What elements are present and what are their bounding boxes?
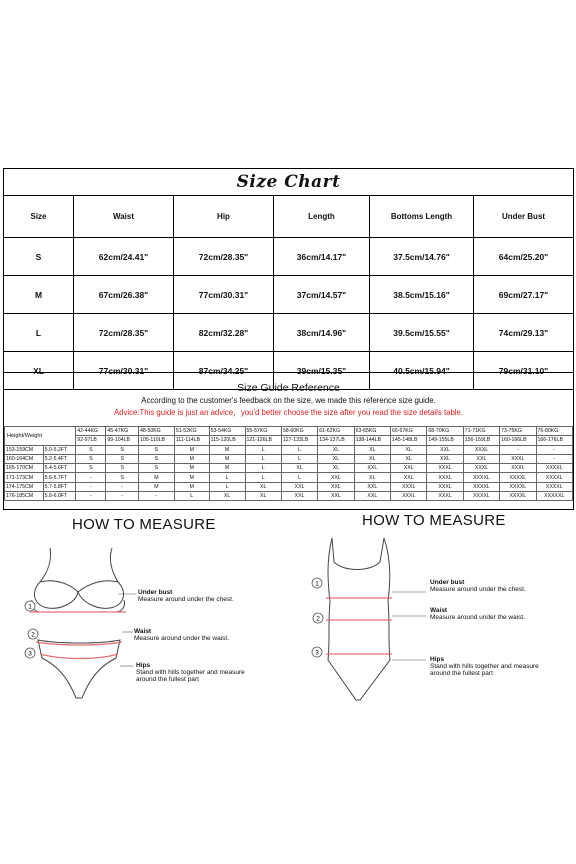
guide-size-cell: XXXL xyxy=(391,482,427,491)
guide-size-cell: M xyxy=(209,454,245,463)
marker-1-left: 1 xyxy=(28,603,32,611)
hips-label-right xyxy=(430,656,539,677)
guide-size-cell: XXXXL xyxy=(463,482,499,491)
guide-size-cell: S xyxy=(76,445,106,454)
guide-height-ft: 5.7-5.8FT xyxy=(43,482,76,491)
marker-3-left: 3 xyxy=(28,650,32,658)
guide-lb-header: 166-176LB xyxy=(536,436,572,445)
guide-lb-header: 115-120LB xyxy=(209,436,245,445)
guide-row xyxy=(5,454,573,463)
cell: S xyxy=(4,238,74,276)
guide-lb-header: 99-104LB xyxy=(106,436,139,445)
underbust-title: Under bust xyxy=(430,579,465,586)
guide-kg-header: 73-75KG xyxy=(500,427,536,436)
cell: 87cm/34.25" xyxy=(174,352,274,390)
guide-size-cell: XL xyxy=(245,492,281,501)
guide-size-cell: - xyxy=(106,492,139,501)
guide-size-cell: XXXXL xyxy=(536,473,572,482)
size-guide-advice: Advice:This guide is just an advice，you'd better choose the size after you read the size details table. xyxy=(113,408,464,417)
marker-3-right: 3 xyxy=(315,649,319,657)
waist-label-left xyxy=(134,628,229,642)
guide-weight-kg-row xyxy=(5,427,573,436)
marker-1-right: 1 xyxy=(315,580,319,588)
guide-size-cell: M xyxy=(138,473,174,482)
guide-size-cell: XXXXL xyxy=(463,492,499,501)
guide-kg-header: 55-57KG xyxy=(245,427,281,436)
header-hip: Hip xyxy=(174,196,274,238)
guide-size-cell: XXXL xyxy=(500,464,536,473)
guide-size-cell: S xyxy=(138,464,174,473)
cell: 38.5cm/15.16" xyxy=(370,276,474,314)
guide-size-cell: XXXXXL xyxy=(536,492,572,501)
cell: 39cm/15.35" xyxy=(274,352,370,390)
guide-size-cell: M xyxy=(174,445,209,454)
guide-size-cell: S xyxy=(76,464,106,473)
header-waist: Waist xyxy=(74,196,174,238)
guide-size-cell: M xyxy=(174,464,209,473)
cell: 77cm/30.31" xyxy=(74,352,174,390)
cell: 74cm/29.13" xyxy=(474,314,574,352)
waist-text: Measure around under the waist. xyxy=(430,614,526,621)
guide-kg-header: 61-62KG xyxy=(318,427,354,436)
guide-size-cell: XL xyxy=(391,445,427,454)
guide-size-cell: L xyxy=(245,464,281,473)
guide-row xyxy=(5,445,573,454)
guide-kg-header: 68-70KG xyxy=(427,427,463,436)
underbust-text: Measure around under the chest. xyxy=(430,586,526,593)
guide-lb-header: 127-133LB xyxy=(281,436,317,445)
guide-kg-header: 51-52KG xyxy=(174,427,209,436)
size-row-l xyxy=(4,314,574,352)
cell: M xyxy=(4,276,74,314)
guide-corner-label: Height/Weight xyxy=(5,427,76,446)
guide-size-cell: - xyxy=(106,482,139,491)
guide-size-cell: XXL xyxy=(427,445,463,454)
guide-size-cell: XL xyxy=(281,464,317,473)
header-under-bust: Under Bust xyxy=(474,196,574,238)
hips-title: Hips xyxy=(430,656,445,663)
guide-size-cell: XXL xyxy=(281,482,317,491)
guide-weight-lb-row xyxy=(5,436,573,445)
guide-size-cell: - xyxy=(536,445,572,454)
cell: 79cm/31.10" xyxy=(474,352,574,390)
guide-lb-header: 92-97LB xyxy=(76,436,106,445)
guide-kg-header: 45-47KG xyxy=(106,427,139,436)
guide-size-cell: - xyxy=(138,492,174,501)
guide-size-cell: XXL xyxy=(318,473,354,482)
guide-height-cm: 153-159CM xyxy=(5,445,44,454)
guide-lb-header: 111-114LB xyxy=(174,436,209,445)
guide-height-cm: 171-173CM xyxy=(5,473,44,482)
guide-size-cell: XXL xyxy=(318,482,354,491)
guide-size-cell: M xyxy=(174,482,209,491)
guide-height-ft: 5.8-6.0FT xyxy=(43,492,76,501)
cell: 69cm/27.17" xyxy=(474,276,574,314)
guide-size-cell: XXXXL xyxy=(500,482,536,491)
guide-size-cell: L xyxy=(245,473,281,482)
cell: 37cm/14.57" xyxy=(274,276,370,314)
size-guide-table xyxy=(4,426,573,501)
cell: 67cm/26.38" xyxy=(74,276,174,314)
underbust-text: Measure around under the chest. xyxy=(138,596,234,603)
guide-size-cell: M xyxy=(209,464,245,473)
cell: 64cm/25.20" xyxy=(474,238,574,276)
waist-title: Waist xyxy=(134,628,152,635)
cell: 82cm/32.28" xyxy=(174,314,274,352)
guide-lb-header: 134-137LB xyxy=(318,436,354,445)
bikini-diagram xyxy=(0,540,150,710)
guide-size-cell: XXL xyxy=(354,482,390,491)
size-guide-section xyxy=(3,372,574,510)
guide-size-cell: M xyxy=(174,473,209,482)
guide-kg-header: 48-50KG xyxy=(138,427,174,436)
guide-height-cm: 176-185CM xyxy=(5,492,44,501)
header-bottoms-length: Bottoms Length xyxy=(370,196,474,238)
cell: XL xyxy=(4,352,74,390)
underbust-label-right xyxy=(430,579,526,593)
guide-size-cell: XXL xyxy=(391,473,427,482)
guide-size-cell: XXXL xyxy=(427,492,463,501)
guide-size-cell: XXL xyxy=(391,464,427,473)
guide-size-cell: S xyxy=(106,464,139,473)
cell: 62cm/24.41" xyxy=(74,238,174,276)
guide-size-cell: XXL xyxy=(281,492,317,501)
guide-size-cell: XXXL xyxy=(427,473,463,482)
cell: 38cm/14.96" xyxy=(274,314,370,352)
cell: 39.5cm/15.55" xyxy=(370,314,474,352)
guide-kg-header: 71-71KG xyxy=(463,427,499,436)
guide-size-cell: XXXL xyxy=(427,482,463,491)
hips-label-left xyxy=(136,662,245,683)
guide-row xyxy=(5,492,573,501)
guide-height-ft: 5.0-5.2FT xyxy=(43,445,76,454)
guide-size-cell: XXXXL xyxy=(536,482,572,491)
guide-lb-header: 121-126LB xyxy=(245,436,281,445)
guide-kg-header: 76-80KG xyxy=(536,427,572,436)
size-chart-title: Size Chart xyxy=(4,169,574,196)
guide-height-cm: 160-164CM xyxy=(5,454,44,463)
guide-size-cell: L xyxy=(209,482,245,491)
guide-size-cell: XL xyxy=(318,454,354,463)
guide-kg-header: 66-67KG xyxy=(391,427,427,436)
guide-size-cell: L xyxy=(281,454,317,463)
guide-size-cell: M xyxy=(138,482,174,491)
guide-size-cell: S xyxy=(138,454,174,463)
how-to-measure-title-left: HOW TO MEASURE xyxy=(72,516,216,533)
cell: 36cm/14.17" xyxy=(274,238,370,276)
guide-size-cell: L xyxy=(245,445,281,454)
underbust-title: Under bust xyxy=(138,589,173,596)
marker-2-left: 2 xyxy=(31,631,35,639)
guide-size-cell: XXXXL xyxy=(500,492,536,501)
guide-lb-header: 145-148LB xyxy=(391,436,427,445)
cell: 77cm/30.31" xyxy=(174,276,274,314)
guide-size-cell: XL xyxy=(391,454,427,463)
guide-size-cell: XXXL xyxy=(500,454,536,463)
swimsuit-diagram xyxy=(300,532,430,712)
waist-title: Waist xyxy=(430,607,448,614)
guide-size-cell: XL xyxy=(318,464,354,473)
guide-size-cell: L xyxy=(281,445,317,454)
guide-size-cell: S xyxy=(106,454,139,463)
guide-height-ft: 5.4-5.6FT xyxy=(43,464,76,473)
size-row-s xyxy=(4,238,574,276)
size-guide-title: Size Guide Reference xyxy=(237,382,340,394)
guide-lb-header: 138-144LB xyxy=(354,436,390,445)
guide-size-cell: XXXXL xyxy=(463,473,499,482)
guide-lb-header: 156-159LB xyxy=(463,436,499,445)
guide-size-cell: - xyxy=(76,482,106,491)
guide-size-cell: XXL xyxy=(318,492,354,501)
guide-size-cell: XXL xyxy=(354,464,390,473)
underbust-label-left xyxy=(138,589,234,603)
size-guide-subtitle: According to the customer's feedback on the size, we made this reference size guide. xyxy=(141,396,436,405)
cell: 72cm/28.35" xyxy=(174,238,274,276)
guide-size-cell: - xyxy=(536,454,572,463)
guide-size-cell: S xyxy=(138,445,174,454)
guide-size-cell: XXL xyxy=(463,454,499,463)
guide-lb-header: 105-110LB xyxy=(138,436,174,445)
guide-size-cell: XXXL xyxy=(427,464,463,473)
guide-size-cell: XL xyxy=(354,445,390,454)
guide-size-cell: XL xyxy=(209,492,245,501)
guide-kg-header: 42-44KG xyxy=(76,427,106,436)
guide-size-cell: - xyxy=(76,473,106,482)
guide-size-cell: - xyxy=(500,445,536,454)
guide-height-cm: 174-175CM xyxy=(5,482,44,491)
size-chart-header-row xyxy=(4,196,574,238)
guide-size-cell: XL xyxy=(245,482,281,491)
guide-kg-header: 58-60KG xyxy=(281,427,317,436)
guide-row xyxy=(5,473,573,482)
guide-row xyxy=(5,482,573,491)
hips-text-2: around the fullest part xyxy=(430,670,493,677)
guide-row xyxy=(5,464,573,473)
guide-size-cell: S xyxy=(106,473,139,482)
guide-size-cell: L xyxy=(209,473,245,482)
guide-size-cell: XL xyxy=(318,445,354,454)
cell: 72cm/28.35" xyxy=(74,314,174,352)
header-size: Size xyxy=(4,196,74,238)
guide-lb-header: 149-155LB xyxy=(427,436,463,445)
guide-height-ft: 5.2-5.4FT xyxy=(43,454,76,463)
hips-title: Hips xyxy=(136,662,151,669)
guide-size-cell: XL xyxy=(354,473,390,482)
guide-size-cell: XXL xyxy=(354,492,390,501)
guide-kg-header: 53-54KG xyxy=(209,427,245,436)
guide-size-cell: XXXL xyxy=(391,492,427,501)
guide-size-cell: XXXL xyxy=(463,464,499,473)
waist-text: Measure around under the waist. xyxy=(134,635,230,642)
guide-size-cell: S xyxy=(106,445,139,454)
guide-height-cm: 165-170CM xyxy=(5,464,44,473)
header-length: Length xyxy=(274,196,370,238)
guide-size-cell: L xyxy=(281,473,317,482)
cell: L xyxy=(4,314,74,352)
guide-size-cell: L xyxy=(245,454,281,463)
guide-size-cell: L xyxy=(174,492,209,501)
guide-size-cell: XXXL xyxy=(463,445,499,454)
guide-size-cell: M xyxy=(209,445,245,454)
guide-size-cell: XL xyxy=(354,454,390,463)
size-row-m xyxy=(4,276,574,314)
hips-text-2: around the fullest part xyxy=(136,676,199,683)
guide-kg-header: 63-65KG xyxy=(354,427,390,436)
guide-size-cell: XXXXL xyxy=(500,473,536,482)
guide-size-cell: XXL xyxy=(427,454,463,463)
cell: 40.5cm/15.94" xyxy=(370,352,474,390)
size-chart-table xyxy=(3,168,574,390)
cell: 37.5cm/14.76" xyxy=(370,238,474,276)
guide-size-cell: M xyxy=(174,454,209,463)
guide-size-cell: - xyxy=(76,492,106,501)
guide-size-cell: S xyxy=(76,454,106,463)
how-to-measure-title-right: HOW TO MEASURE xyxy=(362,512,506,529)
marker-2-right: 2 xyxy=(316,615,320,623)
guide-height-ft: 5.6-5.7FT xyxy=(43,473,76,482)
guide-size-cell: XXXXL xyxy=(536,464,572,473)
waist-label-right xyxy=(430,607,525,621)
guide-lb-header: 160-166LB xyxy=(500,436,536,445)
hips-text-1: Stand with hills together and measure xyxy=(136,669,245,676)
hips-text-1: Stand with hills together and measure xyxy=(430,663,539,670)
